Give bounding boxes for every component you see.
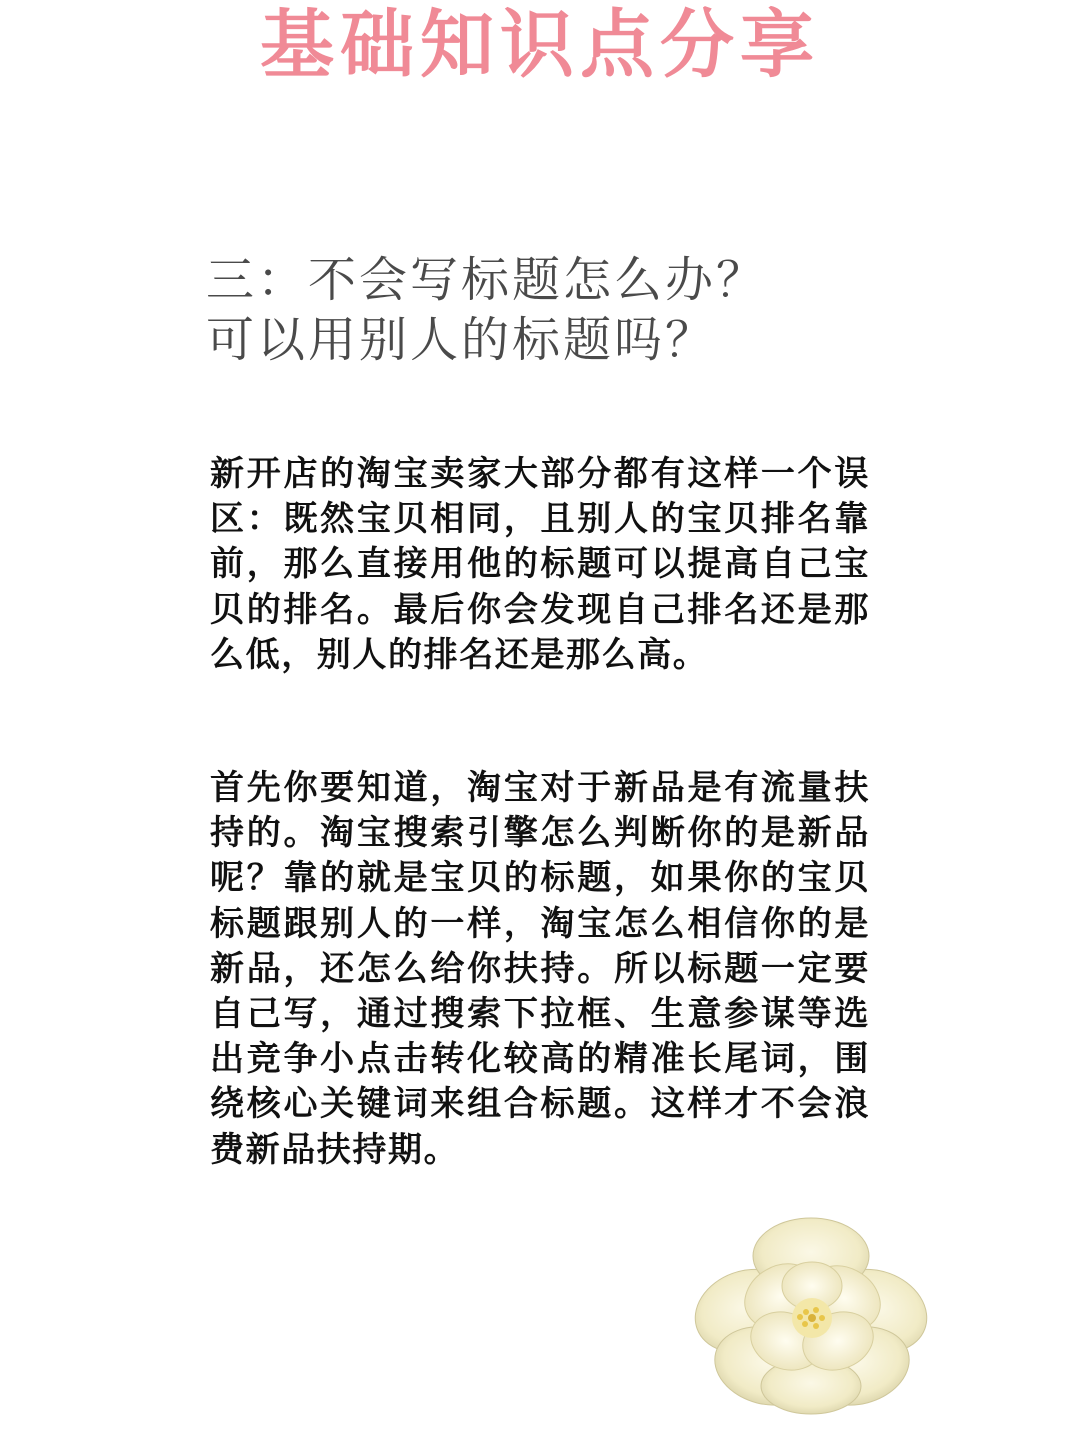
section-heading-line-1: 三：不会写标题怎么办？ [206,252,768,308]
paragraph-2: 首先你要知道，淘宝对于新品是有流量扶持的。淘宝搜索引擎怎么判断你的是新品呢？靠的就是宝贝的标题，如果你的宝贝标题跟别人的一样，淘宝怎么相信你的是新品，还怎么给你扶持。所以标题一定要自己写，通过搜索下拉框、生意参谋等选出竞争小点击转化较高的精准长尾词，围绕核心关键词来组合标题。这样才不会浪费新品扶持期。 [210,768,870,1170]
page-title: 基础知识点分享 [260,2,820,88]
flower-icon [686,1216,936,1416]
paragraph-1: 新开店的淘宝卖家大部分都有这样一个误区：既然宝贝相同，且别人的宝贝排名靠前，那么直接用他的标题可以提高自己宝贝的排名。最后你会发现自己排名还是那么低，别人的排名还是那么高。 [210,454,870,675]
section-heading [206,250,866,370]
section-heading-line-2: 可以用别人的标题吗？ [206,312,717,368]
